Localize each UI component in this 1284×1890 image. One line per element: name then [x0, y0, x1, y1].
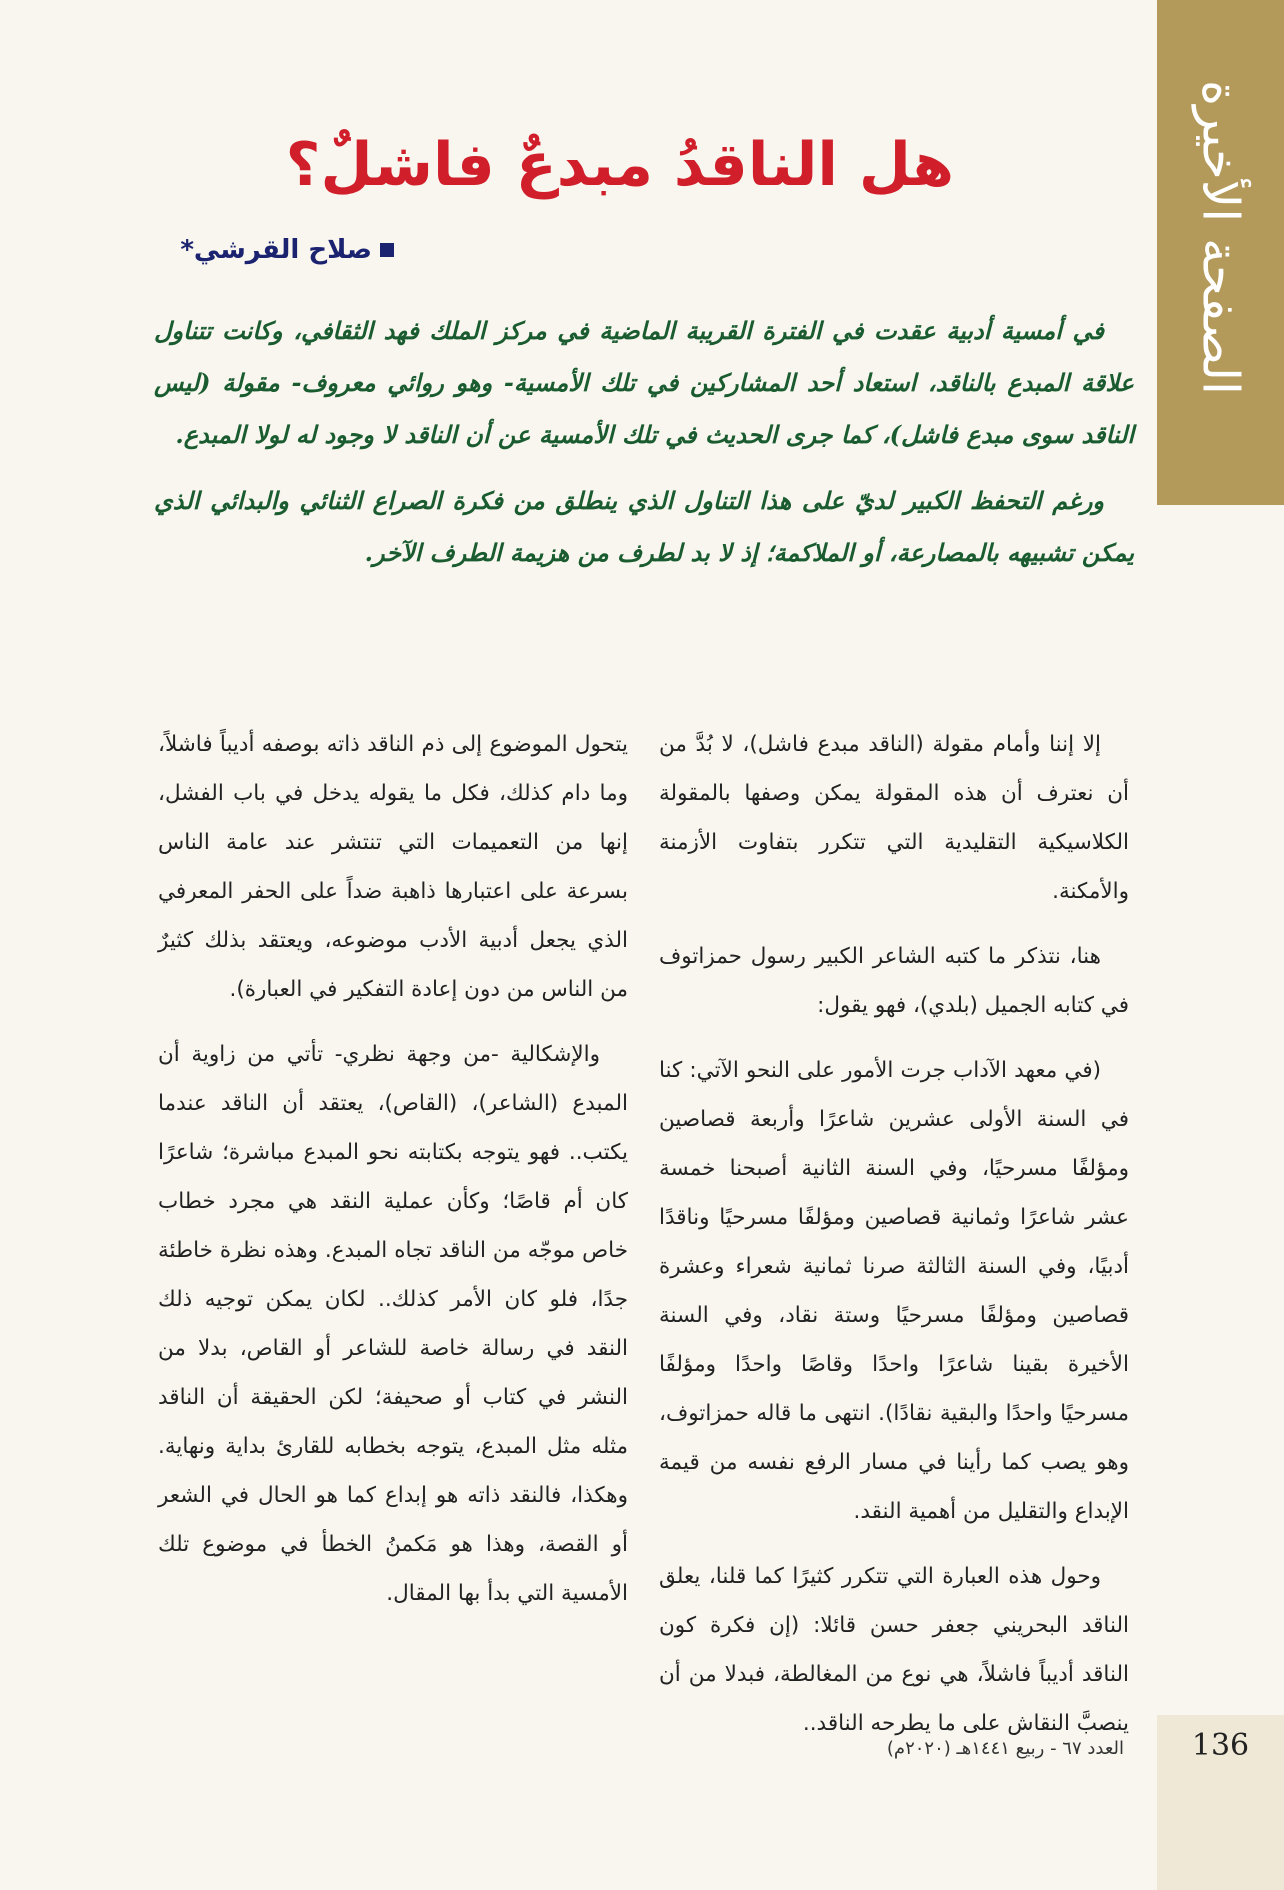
- section-tab: [1157, 0, 1284, 505]
- body-paragraph: (في معهد الآداب جرت الأمور على النحو الآتي: كنا في السنة الأولى عشرين شاعرًا وأربعة قصاصين ومؤلفًا مسرحيًا، وفي السنة الثانية أصبحنا خمسة عشر شاعرًا وثمانية قصاصين ومؤلفًا مسرحيًا وناقدًا أدبيًا، وفي السنة الثالثة صرنا ثمانية شعراء وعشرة قصاصين ومؤلفًا مسرحيًا وستة نقاد، وفي السنة الأخيرة بقينا شاعرًا واحدًا وقاصًا واحدًا ومؤلفًا مسرحيًا واحدًا والبقية نقادًا). انتهى ما قاله حمزاتوف، وهو يصب كما رأينا في مسار الرفع نفسه من قيمة الإبداع والتقليل من أهمية النقد.: [659, 1058, 1129, 1524]
- page-number: 136: [1191, 1728, 1250, 1763]
- author-byline: [180, 235, 394, 265]
- intro-paragraph: في أمسية أدبية عقدت في الفترة القريبة الماضية في مركز الملك فهد الثقافي، وكانت تتناول علاقة المبدع بالناقد، استعاد أحد المشاركين في تلك الأمسية- وهو روائي معروف- مقولة (ليس الناقد سوى مبدع فاشل)، كما جرى الحديث في تلك الأمسية عن أن الناقد لا وجود له لولا المبدع.: [154, 316, 1134, 449]
- article-intro: [154, 305, 1134, 593]
- body-paragraph: وحول هذه العبارة التي تتكرر كثيرًا كما قلنا، يعلق الناقد البحريني جعفر حسن قائلا: (إن فكرة كون الناقد أديباً فاشلاً، هي نوع من المغالطة، فبدلا من أن ينصبَّ النقاش على ما يطرحه الناقد..: [659, 1564, 1129, 1736]
- body-paragraph: والإشكالية -من وجهة نظري- تأتي من زاوية أن المبدع (الشاعر)، (القاص)، يعتقد أن الناقد عندما يكتب.. فهو يتوجه بكتابته نحو المبدع مباشرة؛ شاعرًا كان أم قاصًا؛ وكأن عملية النقد هي مجرد خطاب خاص موجّه من الناقد تجاه المبدع. وهذه نظرة خاطئة جدًا، فلو كان الأمر كذلك.. لكان يمكن توجيه ذلك النقد في رسالة خاصة للشاعر أو القاص، بدلا من النشر في كتاب أو صحيفة؛ لكن الحقيقة أن الناقد مثله مثل المبدع، يتوجه بخطابه للقارئ بداية ونهاية. وهكذا، فالنقد ذاته هو إبداع كما هو الحال في الشعر أو القصة، وهذا هو مَكمنُ الخطأ في موضوع تلك الأمسية التي بدأ بها المقال.: [158, 1042, 628, 1606]
- issue-info: العدد ٦٧ - ربيع ١٤٤١هـ (٢٠٢٠م): [886, 1738, 1124, 1759]
- body-paragraph: يتحول الموضوع إلى ذم الناقد ذاته بوصفه أديباً فاشلاً، وما دام كذلك، فكل ما يقوله يدخل في باب الفشل، إنها من التعميمات التي تنتشر عند عامة الناس بسرعة على اعتبارها ذاهبة ضداً على الحفر المعرفي الذي يجعل أدبية الأدب موضوعه، ويعتقد بذلك كثيرٌ من الناس من دون إعادة التفكير في العبارة).: [158, 732, 628, 1002]
- intro-paragraph: ورغم التحفظ الكبير لديّ على هذا التناول الذي ينطلق من فكرة الصراع الثنائي والبدائي الذي يمكن تشبيهه بالمصارعة، أو الملاكمة؛ إذ لا بد لطرف من هزيمة الطرف الآخر.: [154, 486, 1134, 567]
- author-name: صلاح القرشي*: [180, 235, 372, 265]
- body-column-left: [158, 720, 628, 1634]
- article-title: هل الناقدُ مبدعٌ فاشلٌ؟: [285, 130, 954, 200]
- body-paragraph: هنا، نتذكر ما كتبه الشاعر الكبير رسول حمزاتوف في كتابه الجميل (بلدي)، فهو يقول:: [659, 944, 1129, 1018]
- byline-square-icon: [380, 243, 394, 257]
- body-column-right: [659, 720, 1129, 1764]
- body-paragraph: إلا إننا وأمام مقولة (الناقد مبدع فاشل)، لا بُدَّ من أن نعترف أن هذه المقولة يمكن وصفها بالمقولة الكلاسيكية التقليدية التي تتكرر بتفاوت الأزمنة والأمكنة.: [659, 732, 1129, 904]
- section-tab-label: الصفحة الأخيرة: [1191, 80, 1250, 395]
